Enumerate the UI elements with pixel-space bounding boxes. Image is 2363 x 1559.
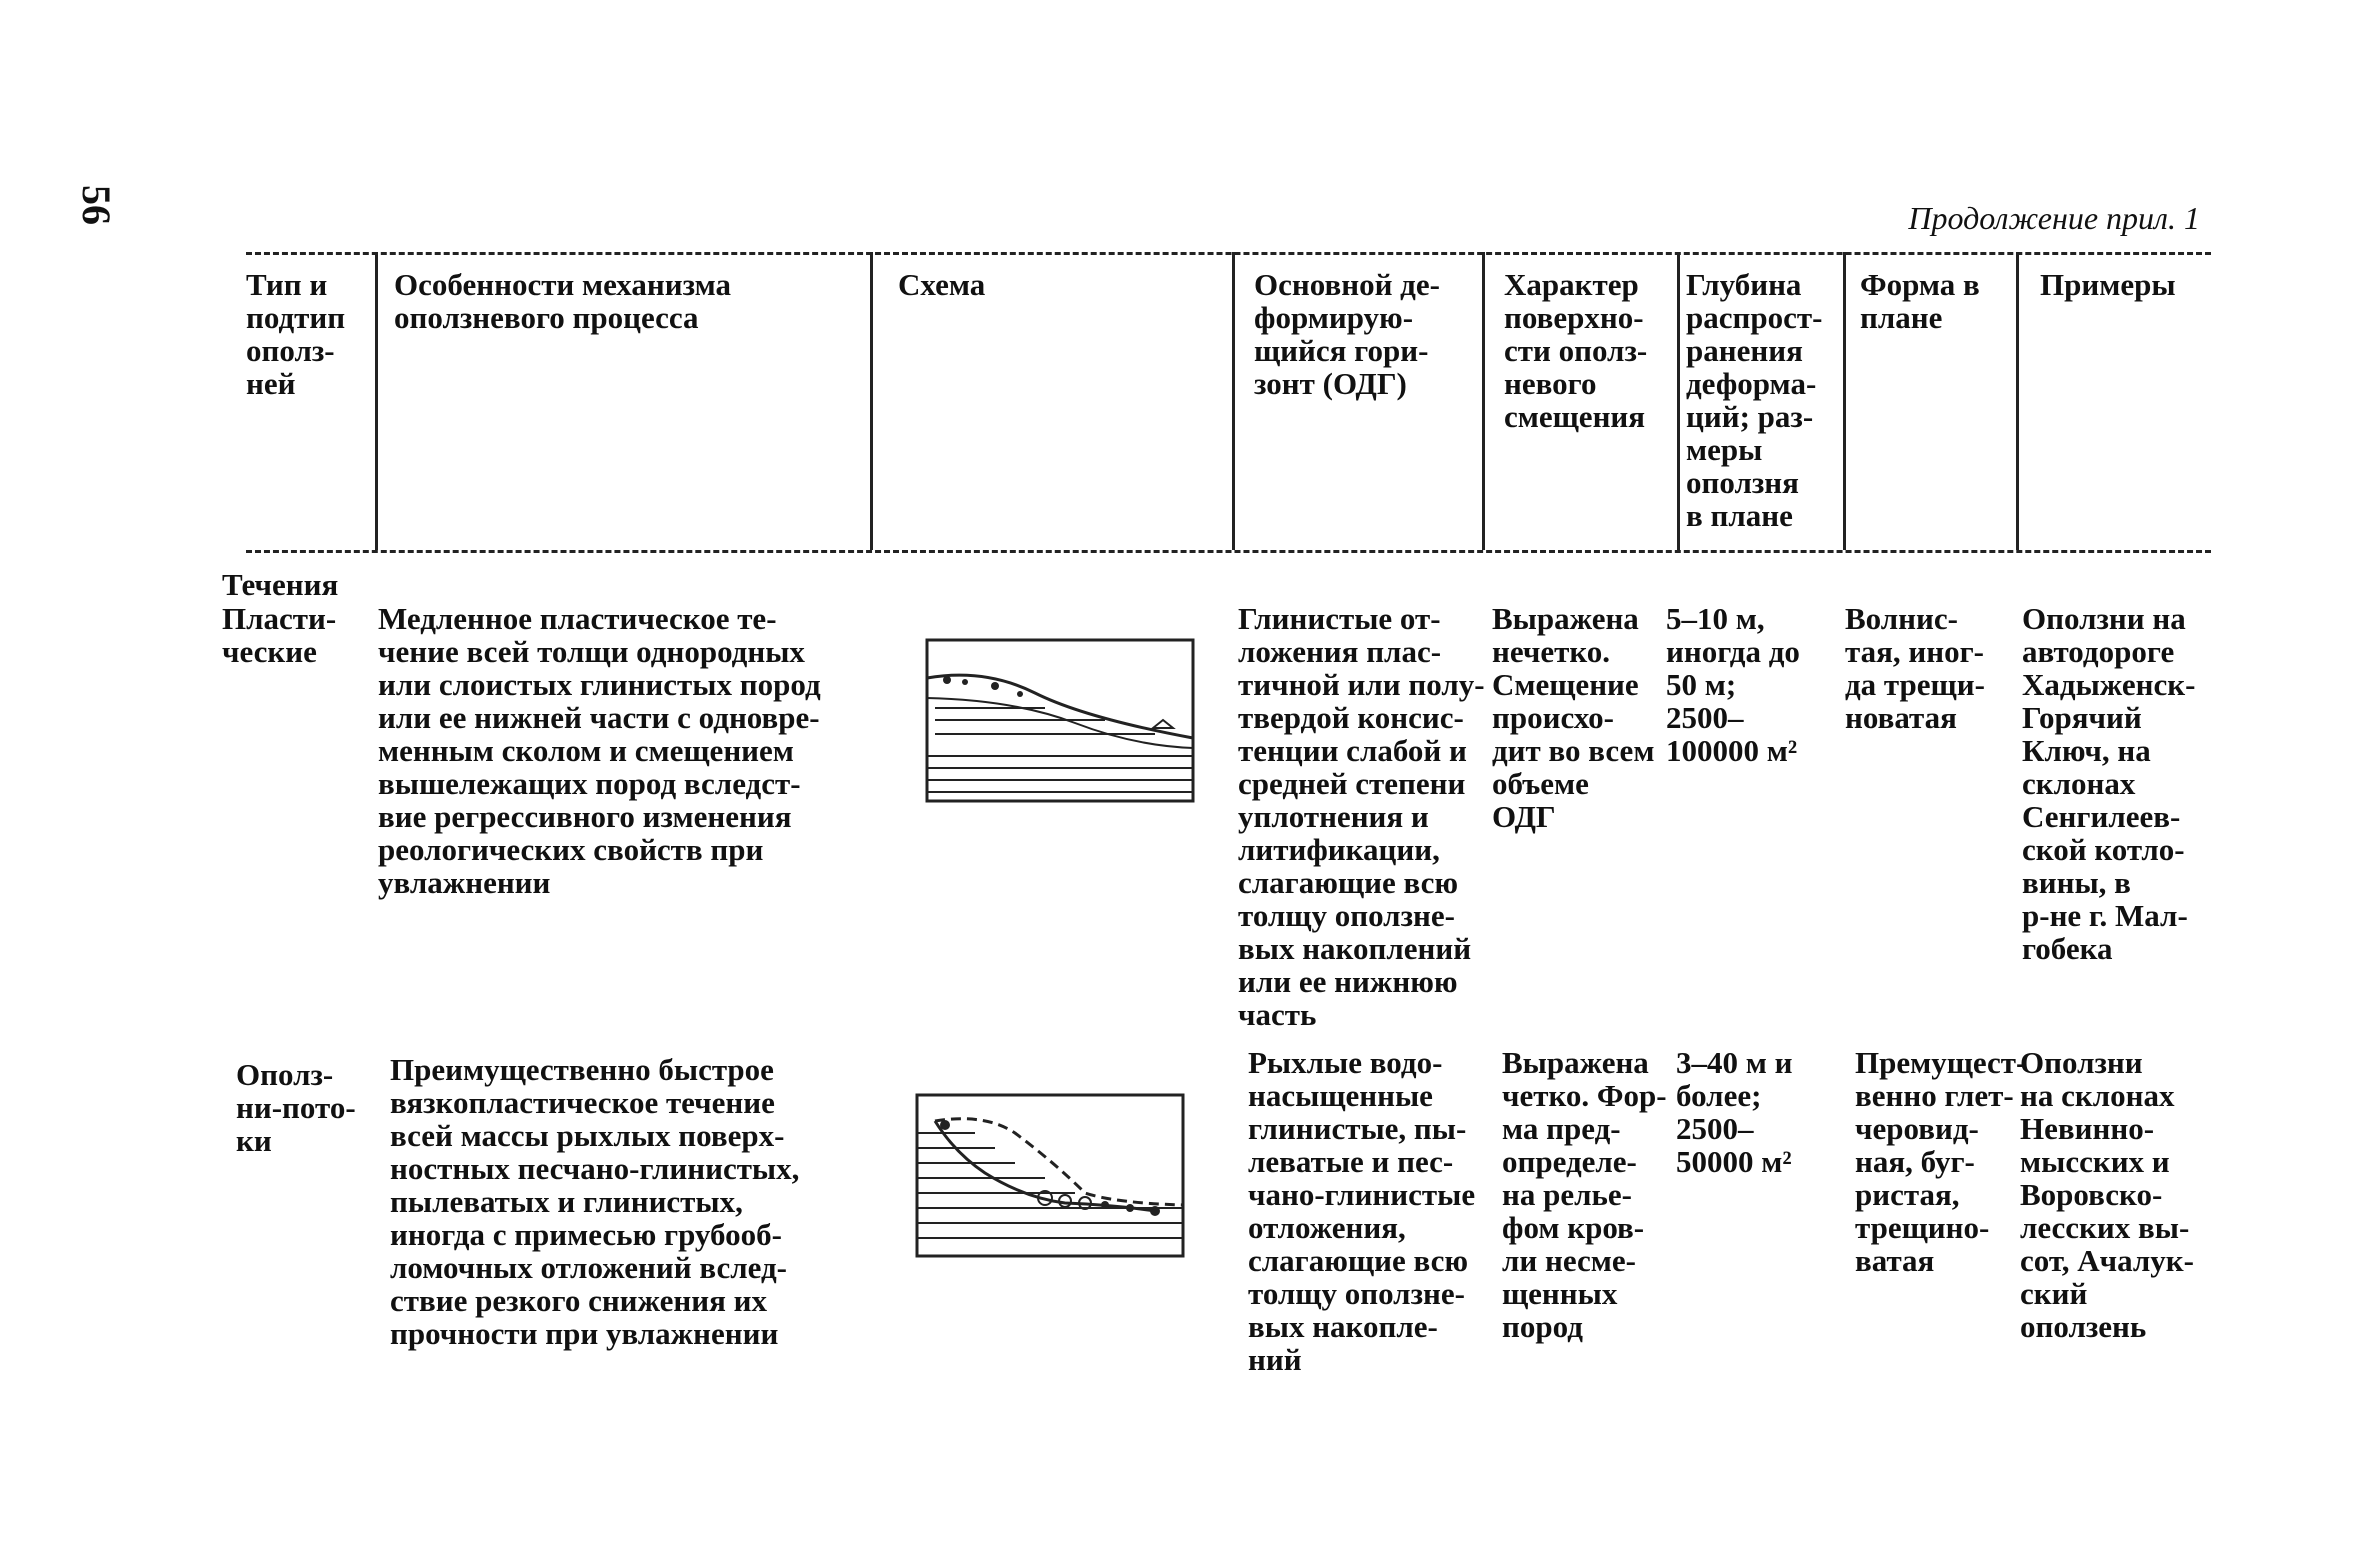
table-header-rule (246, 550, 2211, 553)
header-form: Форма в плане (1860, 267, 1980, 335)
mudflow-landslide-scheme (915, 1093, 1185, 1258)
header-examples: Примеры (2040, 267, 2176, 302)
col-divider (375, 252, 378, 550)
row2-examples: Оползни на склонах Невинно- мысских и Воровско- лесских вы- сот, Ачалук- ский оползень (2020, 1045, 2194, 1344)
continuation-title: Продолжение прил. 1 (1908, 200, 2200, 236)
header-depth: Глубина распрост- ранения деформа- ций; раз- меры оползня в плане (1686, 267, 1823, 533)
row1-surface: Выражена нечетко. Смещение происхо- дит во всем объеме ОДГ (1492, 601, 1655, 834)
row2-surface: Выражена четко. Фор- ма пред- определе- на релье- фом кров- ли несме- щенных пород (1502, 1045, 1667, 1344)
row1-horizon: Глинистые от- ложения плас- тичной или полу- твердой консис- тенции слабой и средней степени уплотнения и литификации, слагающие всю толщу оползне- вых накоплений или ее нижнюю часть (1238, 601, 1485, 1032)
row2-form: Премущест- венно глет- черовид- ная, буг- ристая, трещино- ватая (1855, 1045, 2027, 1278)
col-divider (870, 252, 873, 550)
page-number: 56 (74, 185, 119, 225)
row1-examples: Оползни на автодороге Хадыженск- Горячий Ключ, на склонах Сенгилеев- ской котло- вины, в р-не г. Мал- гобека (2022, 601, 2196, 966)
col-divider (1677, 252, 1680, 550)
col-divider (1232, 252, 1235, 550)
row1-mechanism: Медленное пластическое те- чение всей толщи однородных или слоистых глинистых пород или ее нижней части с одновре- менным сколом и смещением вышележащих пород вследст- вие регрессивного изменения реологических свойств при увлажнении (378, 601, 821, 900)
header-scheme: Схема (898, 267, 986, 302)
row1-form: Волнис- тая, иног- да трещи- новатая (1845, 601, 1985, 735)
header-horizon: Основной де- формирую- щийся гори- зонт (ОДГ) (1254, 267, 1440, 401)
col-divider (1482, 252, 1485, 550)
row2-type: Ополз- ни-пото- ки (236, 1057, 356, 1158)
group-title: Течения (222, 567, 339, 602)
header-mechanism: Особенности механизма оползневого процесса (394, 267, 732, 335)
row2-horizon: Рыхлые водо- насыщенные глинистые, пы- леватые и пес- чано-глинистые отложения, слагающие всю толщу оползне- вых накопле- ний (1248, 1045, 1476, 1377)
col-divider (1843, 252, 1846, 550)
table-top-rule (246, 252, 2211, 255)
row2-depth: 3–40 м и более; 2500– 50000 м² (1676, 1045, 1793, 1179)
row2-mechanism: Преимущественно быстрое вязкопластическое течение всей массы рыхлых поверх- ностных песчано-глинистых, пылеватых и глинистых, иногда с примесью грубооб- ломочных отложений вслед- ствие резкого снижения их прочности при увлажнении (390, 1052, 800, 1351)
col-divider (2016, 252, 2019, 550)
plastic-flow-scheme (925, 638, 1195, 803)
row1-depth: 5–10 м, иногда до 50 м; 2500– 100000 м² (1666, 601, 1800, 768)
row1-type: Пласти- ческие (222, 601, 337, 669)
header-type: Тип и подтип ополз- ней (246, 267, 346, 401)
header-surface: Характер поверхно- сти ополз- невого смещения (1504, 267, 1648, 434)
